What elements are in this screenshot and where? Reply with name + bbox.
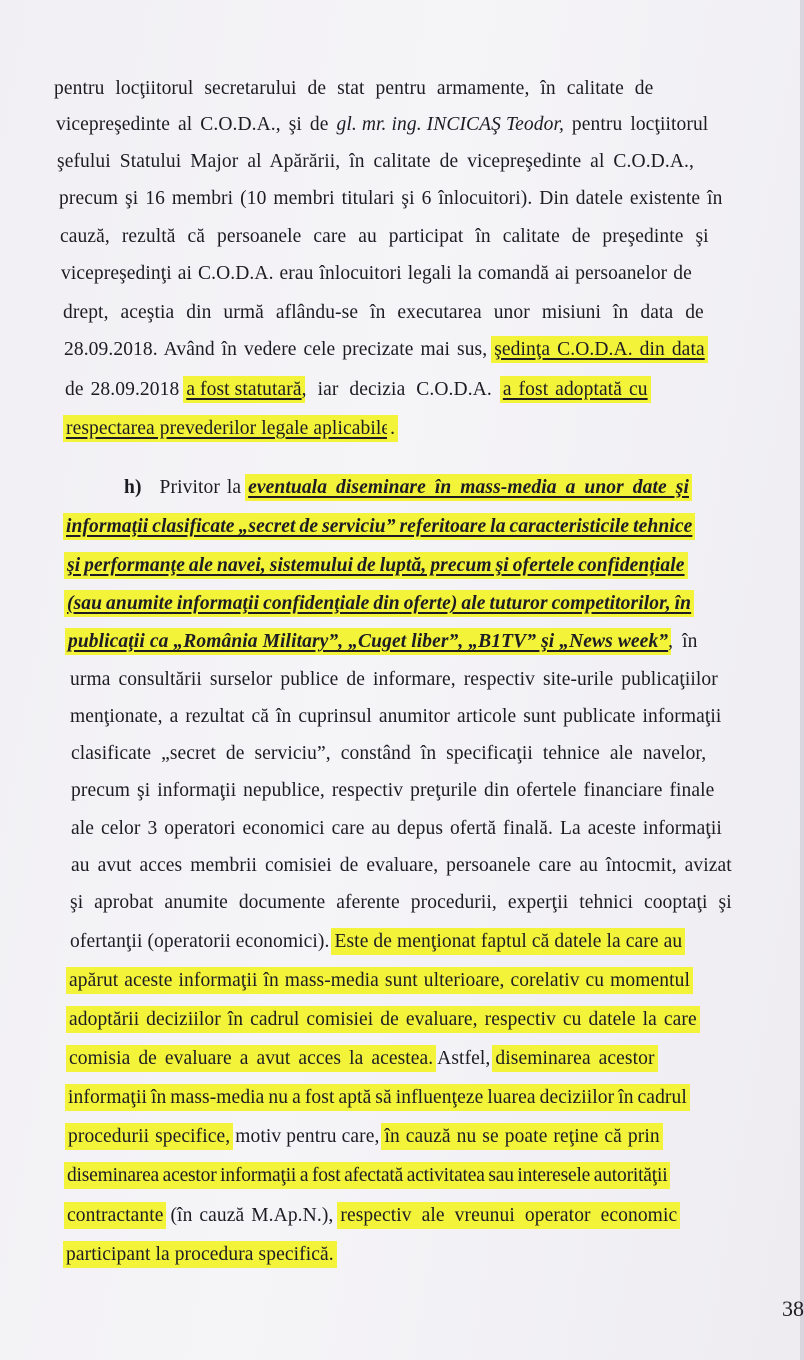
text-line: comisia de evaluare a avut acces la acestea. Astfel, diseminarea acestor xyxy=(69,1048,655,1069)
highlighted-text: şi performanţe ale navei, sistemului de luptă, precum şi ofertele confidenţiale xyxy=(67,555,685,576)
highlighted-text: participant la procedura specifică. xyxy=(66,1244,334,1265)
text-line xyxy=(0,585,800,623)
text-line xyxy=(0,547,800,585)
highlighted-text: în cauză nu se poate reţine că prin xyxy=(384,1126,660,1147)
text-line: precum şi 16 membri (10 membri titulari şi 6 înlocuitori). Din datele existente în xyxy=(59,188,723,209)
text-line: menţionate, a rezultat că în cuprinsul anumitor articole sunt publicate informaţii xyxy=(70,706,722,727)
text-line: au avut acces membrii comisiei de evaluare, persoanele care au întocmit, avizat xyxy=(71,855,732,876)
text-line: clasificate „secret de serviciu”, constând în specificaţii tehnice ale navelor, xyxy=(71,743,707,764)
highlighted-text: respectarea prevederilor legale aplicabile xyxy=(66,418,391,439)
highlighted-text: diseminarea acestor xyxy=(495,1048,655,1069)
highlighted-text: informaţii clasificate „secret de serviciu” referitoare la caracteristicile tehnice xyxy=(66,516,693,537)
text-line: urma consultării surselor publice de informare, respectiv site-urile publicaţiilor xyxy=(70,669,718,690)
highlighted-text: contractante xyxy=(67,1205,164,1226)
highlighted-text: adoptării deciziilor în cadrul comisiei de evaluare, respectiv cu datele la care xyxy=(69,1009,697,1030)
text-line: ofertanţii (operatorii economici). Este de menţionat faptul că datele la care au xyxy=(70,931,683,952)
text-line: contractante (în cauză M.Ap.N.), respectiv ale vreunui operator economic xyxy=(67,1205,678,1226)
highlighted-text: Este de menţionat faptul că datele la care au xyxy=(334,931,683,952)
text-line: pentru locţiitorul secretarului de stat pentru armamente, în calitate de xyxy=(54,78,654,99)
highlighted-text: comisia de evaluare a avut acces la acestea. xyxy=(69,1048,434,1069)
text-line: şi aprobat anumite documente aferente procedurii, experţii tehnici cooptaţi şi xyxy=(70,892,732,913)
highlighted-text: apărut aceste informaţii în mass-media sunt ulterioare, corelativ cu momentul xyxy=(69,970,690,991)
highlighted-text: a fost statutară xyxy=(186,379,302,400)
highlighted-text: a fost adoptată cu xyxy=(502,379,648,400)
highlighted-text: procedurii specifice, xyxy=(68,1126,231,1147)
text-line: de 28.09.2018 a fost statutară, iar decizia C.O.D.A. a fost adoptată cu xyxy=(65,379,648,400)
highlighted-text: eventuala diseminare în mass-media a unor date şi xyxy=(248,477,689,498)
text-line: precum şi informaţii nepublice, respectiv preţurile din ofertele financiare finale xyxy=(71,780,715,801)
text-line: publicaţii ca „România Military”, „Cuget liber”, „B1TV” şi „News week”, în xyxy=(68,631,698,652)
text-line: vicepreşedinte al C.O.D.A., şi de gl. mr. ing. INCICAŞ Teodor, pentru locţiitorul xyxy=(56,114,709,135)
text-line: 28.09.2018. Având în vedere cele precizate mai sus, şedinţa C.O.D.A. din data xyxy=(64,339,705,360)
highlighted-text: informaţii în mass-media nu a fost aptă să influenţeze luarea deciziilor în cadrul xyxy=(68,1087,687,1108)
text-line xyxy=(0,1001,800,1039)
highlighted-text: publicaţii ca „România Military”, „Cuget liber”, „B1TV” şi „News week” xyxy=(68,631,669,652)
text-line xyxy=(0,1079,800,1117)
text-line xyxy=(0,962,800,1000)
text-line: ale celor 3 operatori economici care au depus ofertă finală. La aceste informaţii xyxy=(71,818,722,839)
text-line: cauză, rezultă că persoanele care au participat în calitate de preşedinte şi xyxy=(60,226,709,247)
text-line: drept, aceştia din urmă aflându-se în executarea unor misiuni în data de xyxy=(63,302,704,323)
highlighted-text: diseminarea acestor informaţii a fost afectată activitatea sau interesele autorităţii xyxy=(67,1165,668,1186)
highlighted-text: (sau anumite informaţii confidenţiale din oferte) ale tuturor competitorilor, în xyxy=(67,593,692,614)
highlighted-text: respectiv ale vreunui operator economic xyxy=(340,1205,678,1226)
text-line xyxy=(0,1236,800,1274)
text-line xyxy=(0,508,800,546)
text-line xyxy=(0,1157,800,1195)
text-line: procedurii specifice, motiv pentru care, în cauză nu se poate reţine că prin xyxy=(68,1126,660,1147)
text-line: şefului Statului Major al Apărării, în calitate de vicepreşedinte al C.O.D.A., xyxy=(57,151,694,172)
section-heading-line: h) Privitor la eventuala diseminare în mass-media a unor date şi xyxy=(124,477,689,498)
person-name: gl. mr. ing. INCICAŞ Teodor, xyxy=(336,114,564,135)
highlighted-text: şedinţa C.O.D.A. din data xyxy=(494,339,705,360)
page-number: 38 xyxy=(782,1296,804,1321)
section-marker: h) xyxy=(124,477,142,498)
text-line: vicepreşedinţi ai C.O.D.A. erau înlocuitori legali la comandă ai persoanelor de xyxy=(61,263,692,284)
text-line: respectarea prevederilor legale aplicabile. xyxy=(66,418,396,439)
